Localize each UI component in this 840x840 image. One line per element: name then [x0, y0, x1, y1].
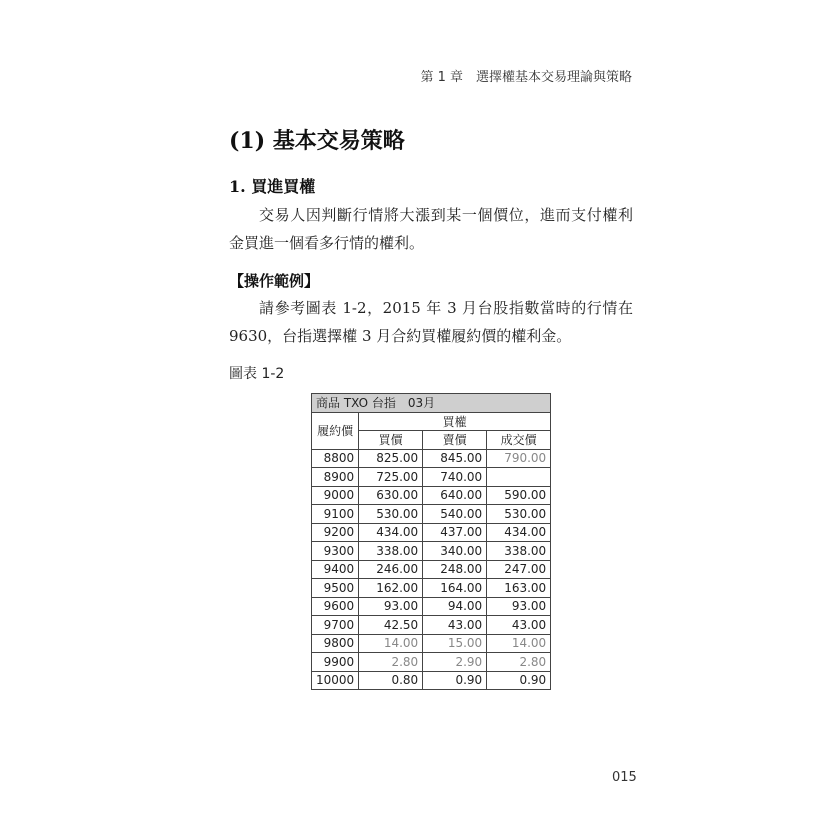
last-cell: 93.00: [487, 597, 551, 616]
last-cell: [487, 468, 551, 487]
strike-cell: 9800: [312, 634, 359, 653]
strike-cell: 8900: [312, 468, 359, 487]
last-header: 成交價: [487, 431, 551, 450]
ask-cell: 640.00: [423, 486, 487, 505]
ask-cell: 15.00: [423, 634, 487, 653]
running-header: 第 1 章 選擇權基本交易理論與策略: [420, 70, 632, 85]
table-row: [312, 449, 551, 468]
strike-cell: 9500: [312, 579, 359, 598]
ask-cell: 43.00: [423, 616, 487, 635]
strike-cell: 10000: [312, 671, 359, 690]
last-cell: 530.00: [487, 505, 551, 524]
table-row: [312, 542, 551, 561]
paragraph-1: 交易人因判斷行情將大漲到某一個價位，進而支付權利金買進一個看多行情的權利。: [229, 206, 633, 252]
table-row: [312, 597, 551, 616]
table-row: [312, 523, 551, 542]
page-number: 015: [612, 770, 637, 785]
product-label: 商品 TXO 台指 03月: [312, 394, 551, 413]
ask-cell: 845.00: [423, 449, 487, 468]
last-cell: 434.00: [487, 523, 551, 542]
header-row-1: [312, 412, 551, 431]
ask-cell: 248.00: [423, 560, 487, 579]
call-header: 買權: [359, 412, 551, 431]
figure-label: 圖表 1-2: [229, 366, 285, 382]
paragraph-2: 請參考圖表 1-2，2015 年 3 月台股指數當時的行情在 9630，台指選擇權 3 月合約買權履約價的權利金。: [229, 299, 633, 345]
product-row: [312, 394, 551, 413]
ask-cell: 164.00: [423, 579, 487, 598]
ask-header: 賣價: [423, 431, 487, 450]
bid-cell: 0.80: [359, 671, 423, 690]
ask-cell: 94.00: [423, 597, 487, 616]
bid-cell: 825.00: [359, 449, 423, 468]
ask-cell: 740.00: [423, 468, 487, 487]
bid-cell: 162.00: [359, 579, 423, 598]
last-cell: 163.00: [487, 579, 551, 598]
last-cell: 790.00: [487, 449, 551, 468]
strike-cell: 9200: [312, 523, 359, 542]
strike-cell: 9300: [312, 542, 359, 561]
last-cell: 2.80: [487, 653, 551, 672]
example-heading: 【操作範例】: [229, 272, 320, 290]
last-cell: 43.00: [487, 616, 551, 635]
table-row: [312, 616, 551, 635]
last-cell: 14.00: [487, 634, 551, 653]
ask-cell: 2.90: [423, 653, 487, 672]
strike-cell: 9000: [312, 486, 359, 505]
strike-cell: 9900: [312, 653, 359, 672]
sub-title: 1. 買進買權: [229, 177, 316, 196]
table-row: [312, 486, 551, 505]
bid-cell: 530.00: [359, 505, 423, 524]
strike-header: 履約價: [312, 412, 359, 449]
strike-cell: 8800: [312, 449, 359, 468]
last-cell: 590.00: [487, 486, 551, 505]
table-row: [312, 634, 551, 653]
bid-header: 買價: [359, 431, 423, 450]
bid-cell: 725.00: [359, 468, 423, 487]
ask-cell: 540.00: [423, 505, 487, 524]
bid-cell: 630.00: [359, 486, 423, 505]
last-cell: 247.00: [487, 560, 551, 579]
table-row: [312, 468, 551, 487]
strike-cell: 9100: [312, 505, 359, 524]
bid-cell: 2.80: [359, 653, 423, 672]
ask-cell: 437.00: [423, 523, 487, 542]
bid-cell: 14.00: [359, 634, 423, 653]
table-row: [312, 560, 551, 579]
bid-cell: 246.00: [359, 560, 423, 579]
section-title: (1) 基本交易策略: [229, 128, 405, 154]
last-cell: 338.00: [487, 542, 551, 561]
ask-cell: 0.90: [423, 671, 487, 690]
bid-cell: 42.50: [359, 616, 423, 635]
bid-cell: 338.00: [359, 542, 423, 561]
table-row: [312, 653, 551, 672]
ask-cell: 340.00: [423, 542, 487, 561]
last-cell: 0.90: [487, 671, 551, 690]
strike-cell: 9700: [312, 616, 359, 635]
bid-cell: 93.00: [359, 597, 423, 616]
options-table: [311, 393, 551, 690]
table-row: [312, 579, 551, 598]
table-row: [312, 671, 551, 690]
strike-cell: 9600: [312, 597, 359, 616]
strike-cell: 9400: [312, 560, 359, 579]
table-row: [312, 505, 551, 524]
bid-cell: 434.00: [359, 523, 423, 542]
